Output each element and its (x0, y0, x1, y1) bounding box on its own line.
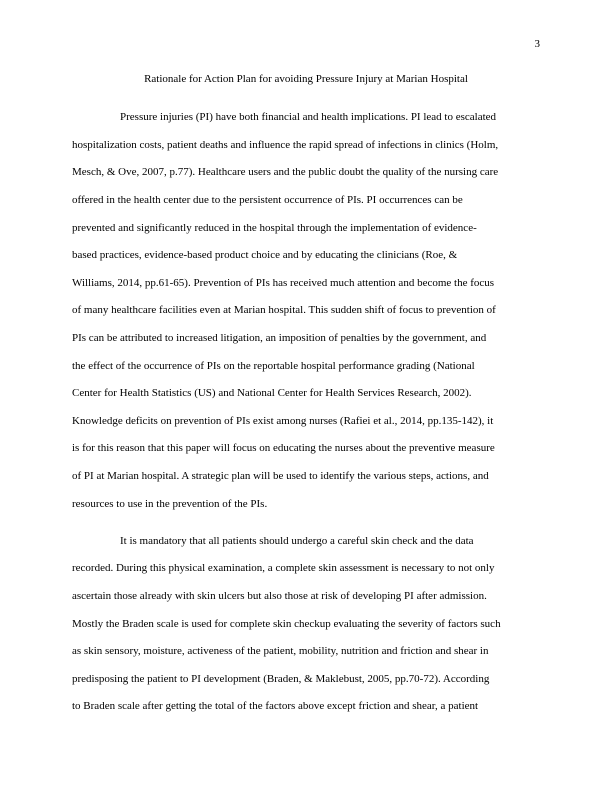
paragraph-line: predisposing the patient to PI development (Braden, & Maklebust, 2005, pp.70-72). According (72, 673, 490, 685)
paragraph-line: Mostly the Braden scale is used for complete skin checkup evaluating the severity of factors such (72, 618, 501, 630)
paragraph-line: prevented and significantly reduced in the hospital through the implementation of evidence- (72, 222, 477, 234)
paragraph-line: It is mandatory that all patients should undergo a careful skin check and the data (120, 535, 474, 547)
paragraph-line: hospitalization costs, patient deaths and influence the rapid spread of infections in clinics (Holm, (72, 139, 499, 151)
paragraph-line: ascertain those already with skin ulcers but also those at risk of developing PI after admission. (72, 590, 487, 602)
paragraph-line: PIs can be attributed to increased litigation, an imposition of penalties by the government, and (72, 332, 487, 344)
paragraph-line: the effect of the occurrence of PIs on the reportable hospital performance grading (National (72, 360, 475, 372)
paragraph-line: as skin sensory, moisture, activeness of the patient, mobility, nutrition and friction and shear in (72, 645, 489, 657)
paragraph-line: recorded. During this physical examination, a complete skin assessment is necessary to not only (72, 562, 495, 574)
document-title: Rationale for Action Plan for avoiding Pressure Injury at Marian Hospital (144, 73, 468, 85)
paragraph-line: Mesch, & Ove, 2007, p.77). Healthcare users and the public doubt the quality of the nursing care (72, 166, 499, 178)
paragraph-line: offered in the health center due to the persistent occurrence of PIs. PI occurrences can be (72, 194, 463, 206)
paragraph-line: Center for Health Statistics (US) and National Center for Health Services Research, 2002). (72, 387, 472, 399)
paragraph-line: Pressure injuries (PI) have both financial and health implications. PI lead to escalated (120, 111, 497, 123)
paragraph-line: Knowledge deficits on prevention of PIs exist among nurses (Rafiei et al., 2014, pp.135-142), it (72, 415, 494, 427)
paragraph-line: Williams, 2014, pp.61-65). Prevention of PIs has received much attention and become the focus (72, 277, 495, 289)
page-number: 3 (534, 38, 540, 50)
paragraph-line: based practices, evidence-based product choice and by educating the clinicians (Roe, & (72, 249, 458, 261)
paragraph-line: resources to use in the prevention of the PIs. (72, 498, 268, 510)
paragraph-line: is for this reason that this paper will focus on educating the nurses about the preventive measure (72, 442, 495, 454)
paragraph-line: to Braden scale after getting the total of the factors above except friction and shear, a patient (72, 700, 479, 712)
paragraph-line: of many healthcare facilities even at Marian hospital. This sudden shift of focus to prevention of (72, 304, 496, 316)
paragraph-line: of PI at Marian hospital. A strategic plan will be used to identify the various steps, actions, and (72, 470, 489, 482)
